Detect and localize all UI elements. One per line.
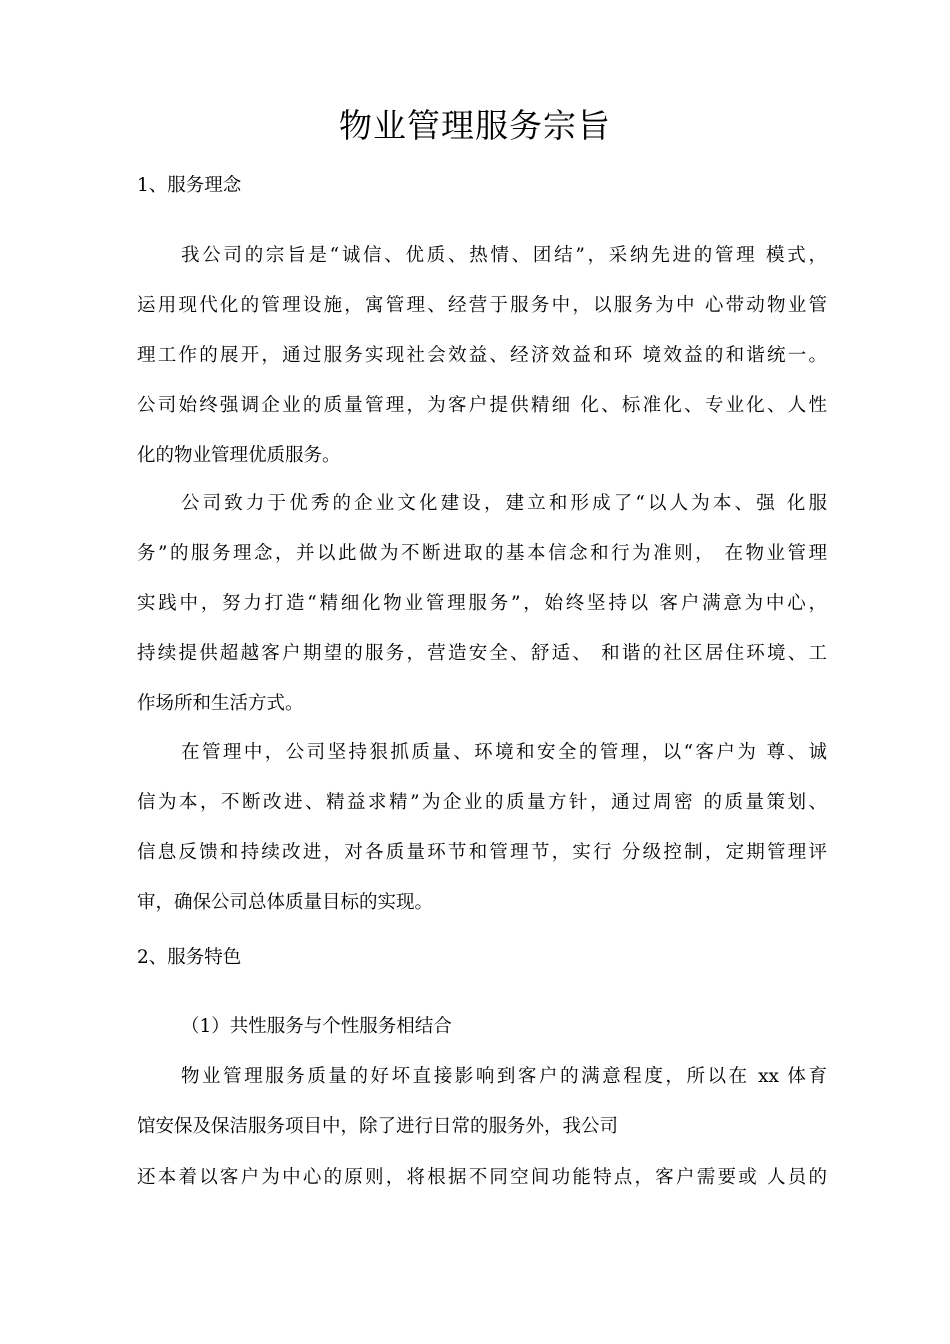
paragraph-line: 持续提供超越客户期望的服务，营造安全、舒适、 和谐的社区居住环境、工 xyxy=(137,643,827,664)
paragraph-line: 在管理中，公司坚持狠抓质量、环境和安全的管理，以“客户为 尊、诚 xyxy=(181,742,827,763)
paragraph-line: 物业管理服务质量的好坏直接影响到客户的满意程度，所以在 xx 体育 xyxy=(181,1066,827,1087)
section-heading-service-concept: 1、服务理念 xyxy=(137,175,242,196)
document-title: 物业管理服务宗旨 xyxy=(339,106,611,145)
paragraph-line: 我公司的宗旨是“诚信、优质、热情、团结”，采纳先进的管理 模式， xyxy=(181,245,827,266)
paragraph-line: 实践中，努力打造“精细化物业管理服务”，始终坚持以 客户满意为中心， xyxy=(137,593,827,614)
paragraph-line: 作场所和生活方式。 xyxy=(137,693,304,714)
paragraph-line: 审，确保公司总体质量目标的实现。 xyxy=(137,892,434,913)
paragraph-line: 公司始终强调企业的质量管理，为客户提供精细 化、标准化、专业化、人性 xyxy=(137,395,827,416)
paragraph-line: 理工作的展开，通过服务实现社会效益、经济效益和环 境效益的和谐统一。 xyxy=(137,345,827,366)
paragraph-line: 化的物业管理优质服务。 xyxy=(137,445,341,466)
paragraph-line: 馆安保及保洁服务项目中，除了进行日常的服务外，我公司 xyxy=(137,1116,619,1137)
paragraph-line: 信为本，不断改进、精益求精”为企业的质量方针，通过周密 的质量策划、 xyxy=(137,792,827,813)
paragraph-line: 还本着以客户为中心的原则，将根据不同空间功能特点，客户需要或 人员的 xyxy=(137,1167,827,1188)
paragraph-line: 务”的服务理念，并以此做为不断进取的基本信念和行为准则， 在物业管理 xyxy=(137,543,827,564)
paragraph-line: 信息反馈和持续改进，对各质量环节和管理节，实行 分级控制，定期管理评 xyxy=(137,842,827,863)
section-heading-service-features: 2、服务特色 xyxy=(137,947,242,968)
paragraph-line: 运用现代化的管理设施，寓管理、经营于服务中，以服务为中 心带动物业管 xyxy=(137,295,827,316)
subheading: （1）共性服务与个性服务相结合 xyxy=(181,1016,452,1037)
paragraph-line: 公司致力于优秀的企业文化建设，建立和形成了“以人为本、强 化服 xyxy=(181,493,827,514)
